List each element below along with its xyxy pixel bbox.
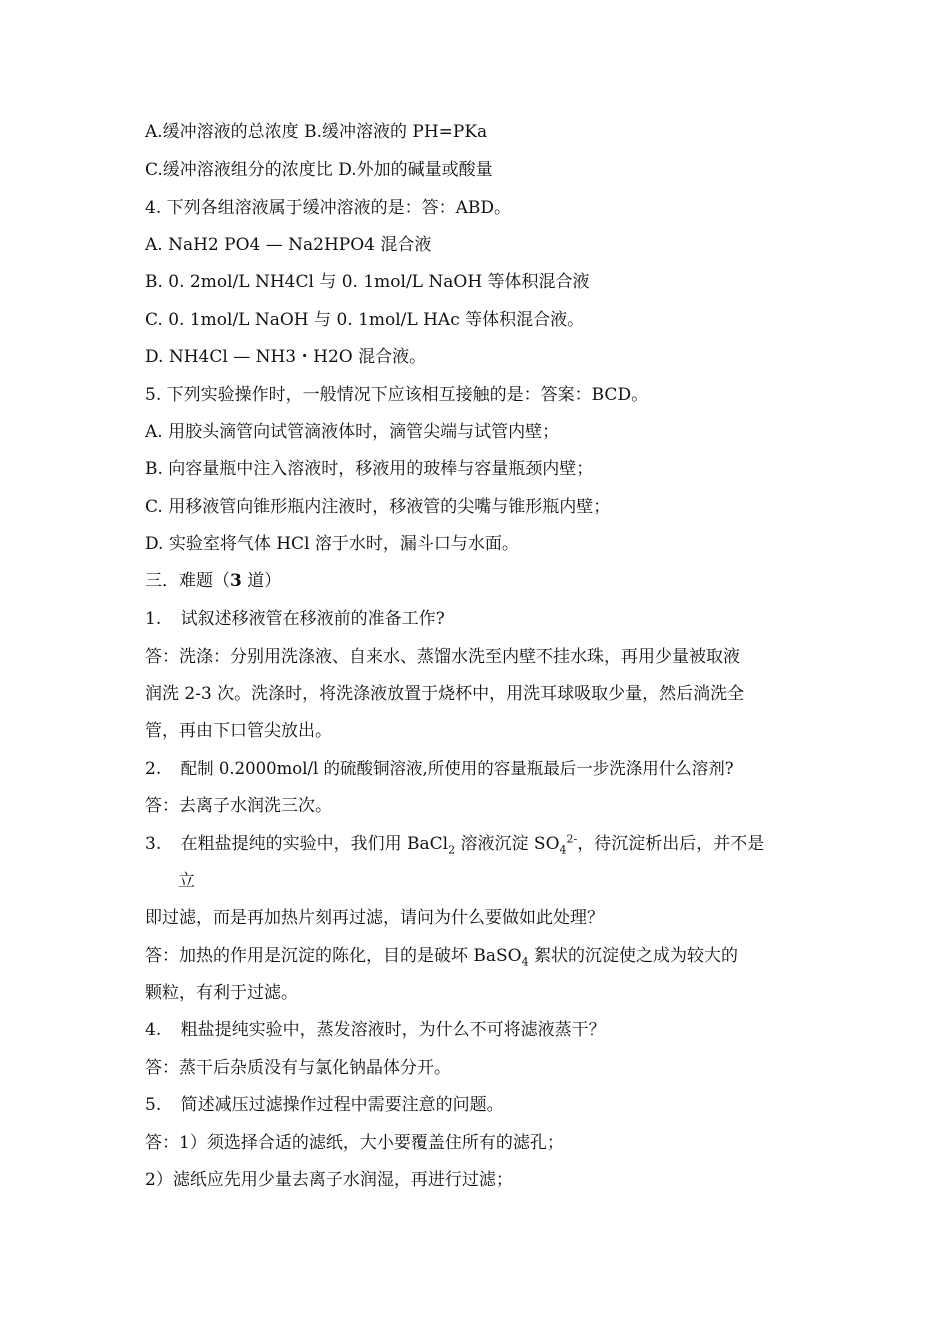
answer-line [145,944,738,968]
section-heading-suffix: 道） [241,571,282,591]
superscript: 2- [566,832,578,846]
question-text-part: 在粗盐提纯的实验中，我们用 BaCl [180,834,449,854]
question-number: 1. [145,609,162,629]
subscript: 4 [521,955,529,969]
answer-text-part: 絮状的沉淀使之成为较大的 [528,946,739,966]
answer-line: 答：1）须选择合适的滤纸，大小要覆盖住所有的滤孔； [145,1133,564,1153]
option-line: C. 0. 1mol/L NaOH 与 0. 1mol/L HAc 等体积混合液。 [145,310,585,330]
answer-text-part: 答：加热的作用是沉淀的陈化，目的是破坏 BaSO [145,946,522,966]
question-5 [145,1093,504,1117]
option-line: B. 0. 2mol/L NH4Cl 与 0. 1mol/L NaOH 等体积混合液 [145,272,590,292]
section-heading [145,569,281,593]
section-heading-prefix: 三．难题（ [145,571,230,591]
question-text-part: ，待沉淀析出后，并不是 [577,834,765,854]
question-4 [145,1018,606,1042]
question-text-wrap: 立 [178,871,195,891]
question-3 [145,832,764,856]
question-line: 4. 下列各组溶液属于缓冲溶液的是：答：ABD。 [145,198,512,218]
answer-line: 2）滤纸应先用少量去离子水润湿，再进行过滤； [145,1170,513,1190]
answer-line: 答：去离子水润洗三次。 [145,796,332,816]
question-text [180,832,765,857]
question-number: 2. [145,759,162,779]
option-line: D. NH4Cl — NH3・H2O 混合液。 [145,347,427,367]
option-line: A.缓冲溶液的总浓度 B.缓冲溶液的 PH=PKa [145,122,488,142]
answer-line: 答：洗涤：分别用洗涤液、自来水、蒸馏水洗至内壁不挂水珠，再用少量被取液 [145,647,740,667]
option-line: C. 用移液管向锥形瓶内注液时，移液管的尖嘴与锥形瓶内壁； [145,497,611,517]
question-line: 5. 下列实验操作时，一般情况下应该相互接触的是：答案：BCD。 [145,385,649,405]
subscript: 2 [448,843,456,857]
question-text: 简述减压过滤操作过程中需要注意的问题。 [180,1095,504,1115]
answer-line: 管，再由下口管尖放出。 [145,721,332,741]
question-text: 配制 0.2000mol/l 的硫酸铜溶液,所使用的容量瓶最后一步洗涤用什么溶剂? [180,759,734,778]
answer-line: 颗粒，有利于过滤。 [145,983,298,1003]
question-text: 试叙述移液管在移液前的准备工作? [180,609,445,629]
question-2 [145,757,734,781]
option-line: A. NaH2 PO4 — Na2HPO4 混合液 [145,235,432,255]
option-line: D. 实验室将气体 HCl 溶于水时，漏斗口与水面。 [145,534,519,554]
option-line: C.缓冲溶液组分的浓度比 D.外加的碱量或酸量 [145,160,493,180]
question-number: 4. [145,1020,162,1040]
question-number: 3. [145,834,162,854]
question-number: 5. [145,1095,162,1115]
question-text: 粗盐提纯实验中，蒸发溶液时，为什么不可将滤液蒸干？ [180,1020,606,1040]
option-line: A. 用胶头滴管向试管滴液体时，滴管尖端与试管内壁； [145,422,560,442]
section-heading-count: 3 [230,571,242,591]
subscript: 4 [559,843,567,857]
question-text-part: 溶液沉淀 SO [455,834,560,854]
answer-line: 润洗 2-3 次。洗涤时，将洗涤液放置于烧杯中，用洗耳球吸取少量，然后淌洗全 [145,684,745,704]
option-line: B. 向容量瓶中注入溶液时，移液用的玻棒与容量瓶颈内壁； [145,459,594,479]
answer-line: 答：蒸干后杂质没有与氯化钠晶体分开。 [145,1058,451,1078]
question-text: 即过滤，而是再加热片刻再过滤，请问为什么要做如此处理？ [145,908,604,928]
question-1 [145,607,445,631]
